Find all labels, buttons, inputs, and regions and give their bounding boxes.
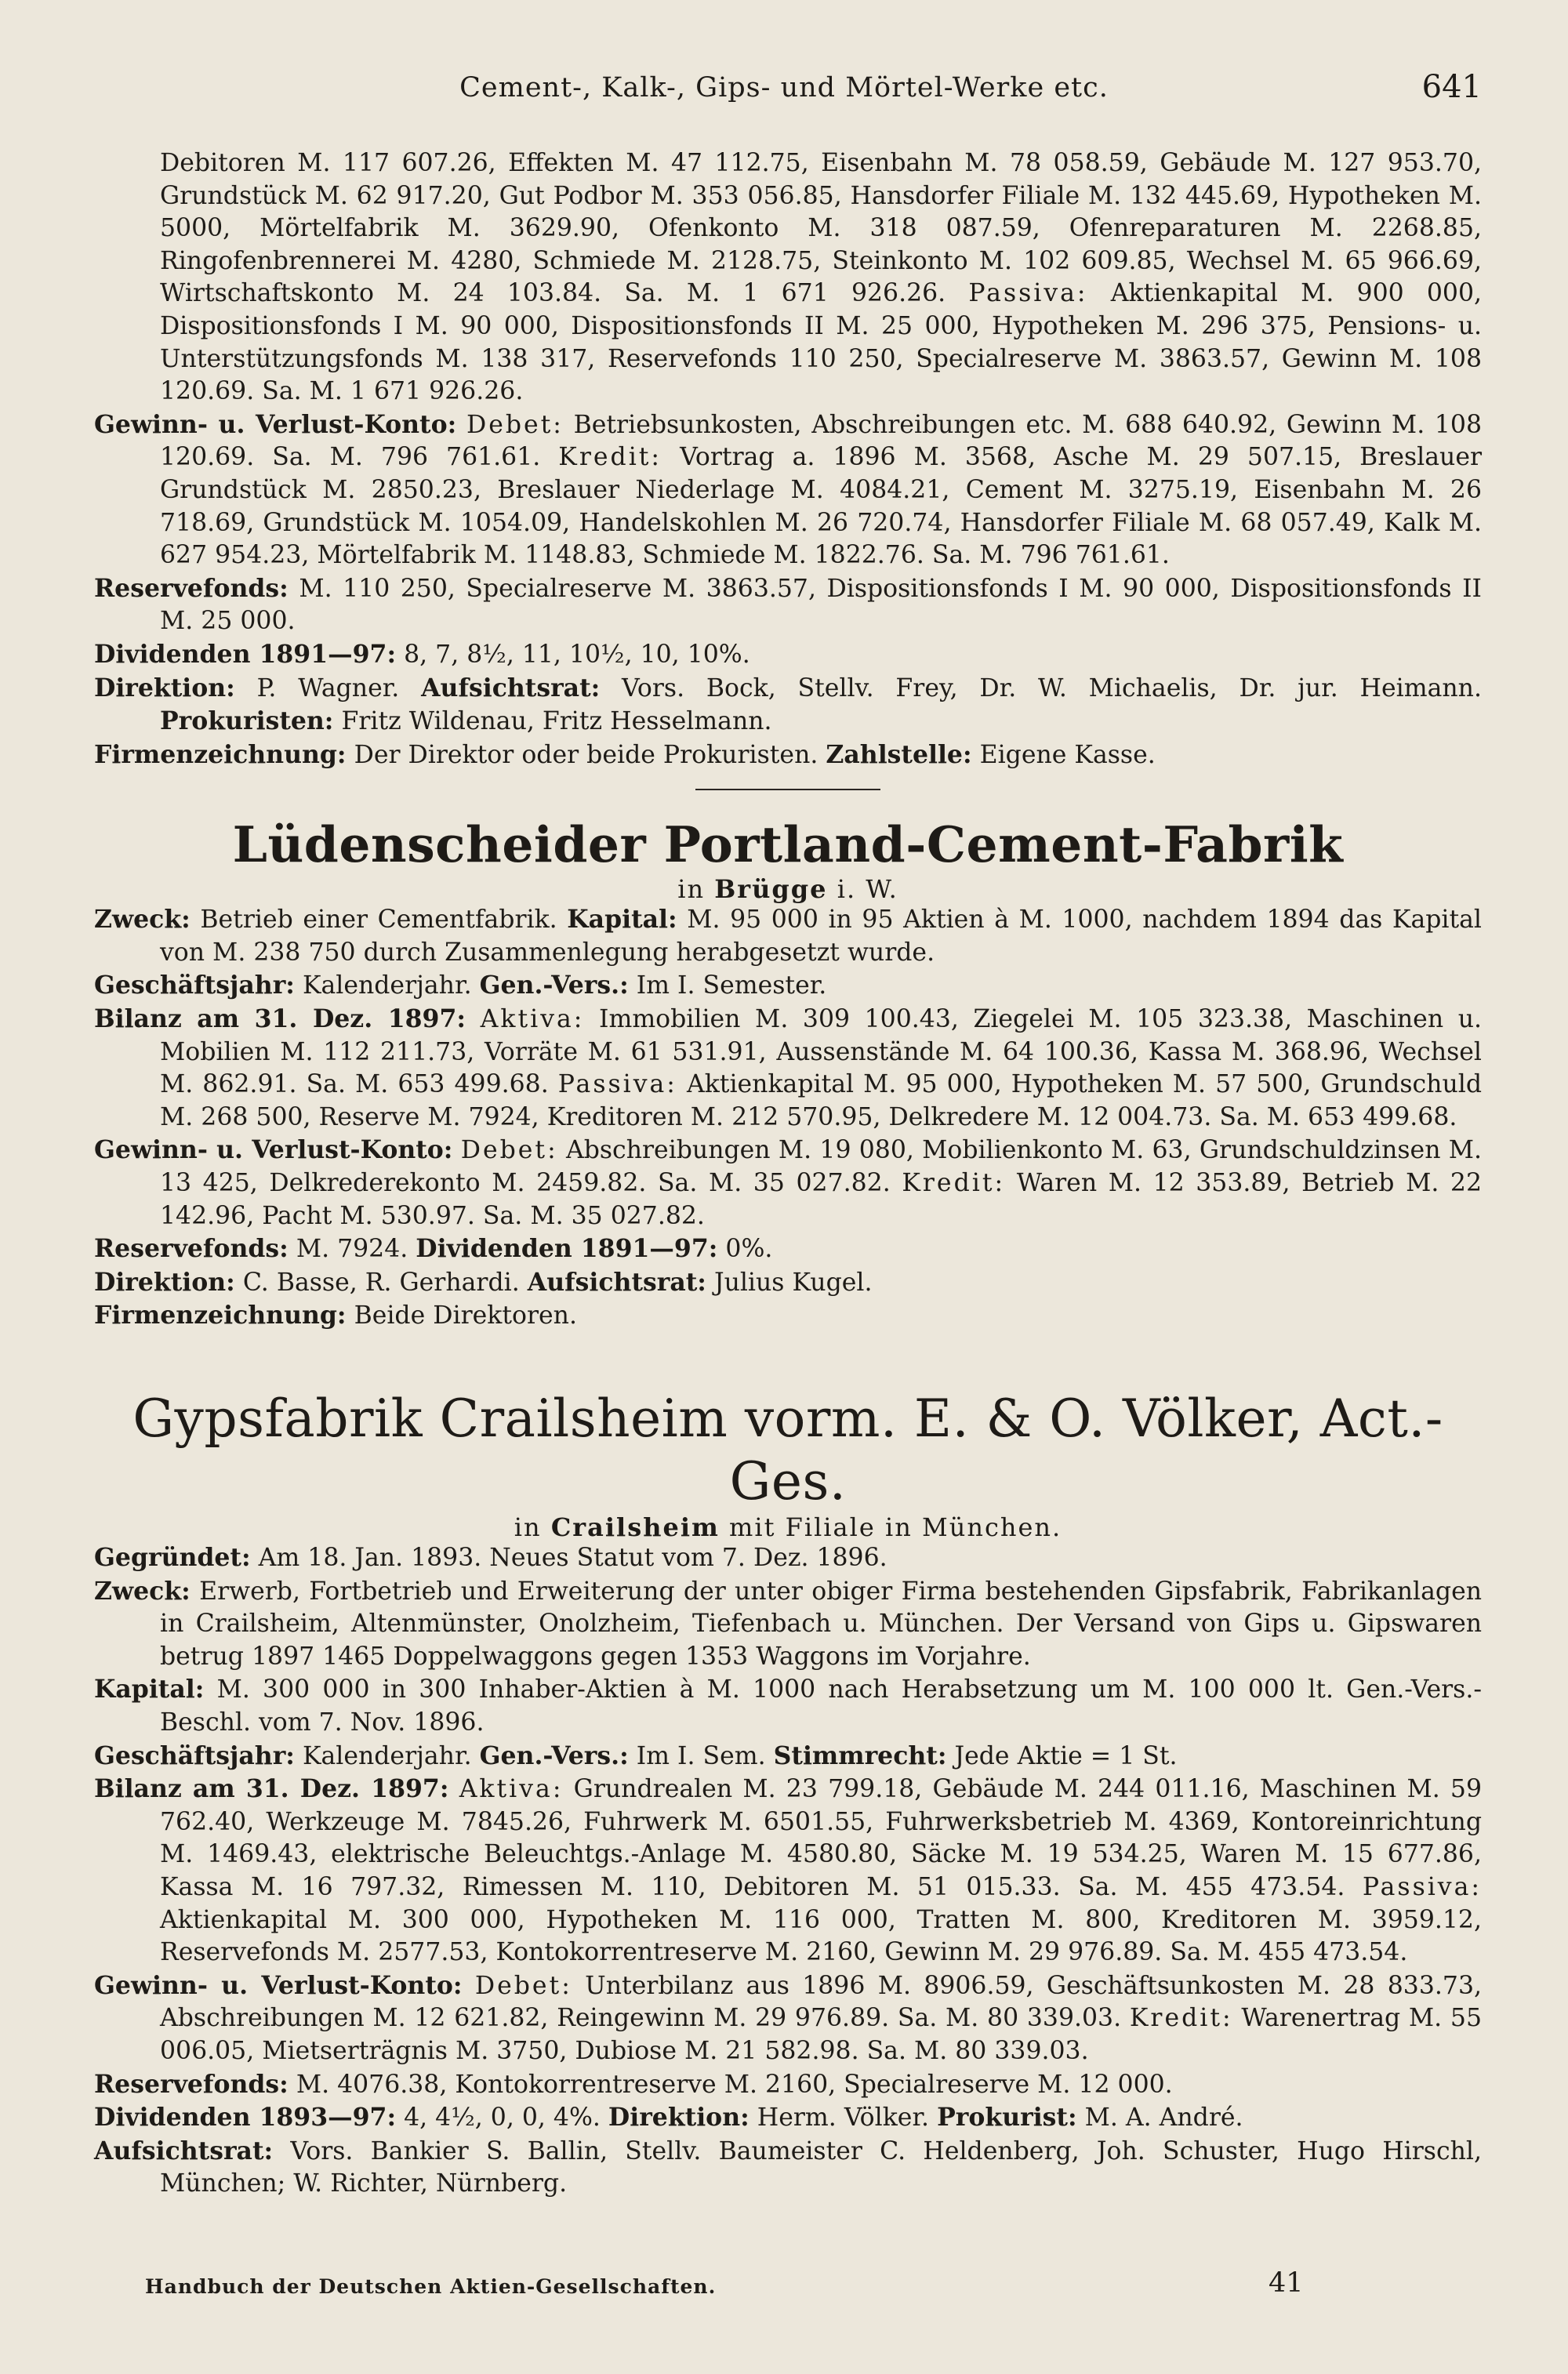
reserve-label: Reservefonds:	[94, 573, 289, 603]
purpose	[94, 903, 1482, 969]
bilanz-label: Bilanz am 31. Dez. 1897:	[94, 1774, 449, 1804]
reserve-text: M. 110 250, Specialreserve M. 3863.57, Dispositionsfonds I M. 90 000, Dispositionsfonds II M. 25 000.	[160, 574, 1482, 636]
dividends-label: Dividenden 1893—97:	[94, 2103, 397, 2133]
company-location	[94, 875, 1482, 903]
gen-vers-text: Im I. Semester.	[636, 971, 827, 1000]
passiva-label: Passiva:	[968, 279, 1088, 308]
direktion-label: Direktion:	[94, 1267, 235, 1297]
dividends	[94, 2101, 1482, 2135]
debet-label: Debet:	[466, 410, 564, 439]
direktion-label: Direktion:	[94, 673, 235, 702]
management	[94, 1266, 1482, 1300]
gen-vers-label: Gen.-Vers.:	[479, 971, 629, 1000]
direktion-text: C. Basse, R. Gerhardi.	[242, 1268, 520, 1297]
dividends	[94, 638, 1482, 672]
aufsichtsrat-label: Aufsichtsrat:	[421, 673, 601, 702]
gen-vers-text: Im I. Sem.	[636, 1741, 766, 1770]
prokurist-label: Prokurist:	[937, 2103, 1077, 2133]
fiscal-year	[94, 969, 1482, 1003]
location-place: Brügge	[714, 874, 828, 905]
capital	[94, 1673, 1482, 1739]
profit-loss-label: Gewinn- u. Verlust-Konto:	[94, 1970, 463, 2000]
firmenzeichnung-label: Firmenzeichnung:	[94, 739, 347, 769]
geschaeftsjahr-label: Geschäftsjahr:	[94, 1741, 295, 1770]
reserve-funds	[94, 572, 1482, 638]
location-region: i. W.	[837, 874, 898, 905]
debet-text: Unterbilanz aus 1896 M. 8906.59, Geschäftsunkosten M. 28 833.73, Abschreibungen M. 12 621.82, Reingewinn M. 29 976.89. Sa. M. 80 339.03.	[160, 1971, 1482, 2033]
gegruendet-text: Am 18. Jan. 1893. Neues Statut vom 7. Dez. 1896.	[258, 1544, 887, 1572]
geschaeftsjahr-text: Kalenderjahr.	[302, 1741, 472, 1770]
reserve-label: Reservefonds:	[94, 1234, 289, 1264]
prokuristen-label: Prokuristen:	[160, 706, 334, 736]
gen-vers-label: Gen.-Vers.:	[479, 1741, 629, 1770]
direktion-label: Direktion:	[608, 2103, 750, 2133]
bilanz-label: Bilanz am 31. Dez. 1897:	[94, 1004, 466, 1034]
passiva-label: Passiva:	[1362, 1872, 1482, 1901]
aufsichtsrat-text: Julius Kugel.	[713, 1268, 873, 1297]
zweck-label: Zweck:	[94, 1576, 191, 1606]
profit-loss-account	[94, 408, 1482, 572]
reserve-label: Reservefonds:	[94, 2069, 289, 2099]
aktiva-continued-text: Debitoren M. 117 607.26, Effekten M. 47 112.75, Eisenbahn M. 78 058.59, Gebäude M. 127 953.70, Grundstück M. 62 917.20, Gut Podbor M. 353 056.85, Hansdorfer Filiale M. 132 445.69, Hypotheken M. 5000, Mörtelfabrik M. 3629.90, Ofenkonto M. 318 087.59, Ofenreparaturen M. 2268.85, Ringofenbrennerei M. 4280, Schmiede M. 2128.75, Steinkonto M. 102 609.85, Wechsel M. 65 966.69, Wirtschaftskonto M. 24 103.84. Sa. M. 1 671 926.26.	[160, 149, 1482, 308]
kredit-label: Kredit:	[902, 1169, 1006, 1198]
kredit-text: Warenertrag M. 55 006.05, Mietserträgnis M. 3750, Dubiose M. 21 582.98. Sa. M. 80 339.03.	[160, 2004, 1482, 2065]
kredit-label: Kredit:	[1129, 2004, 1233, 2033]
balance-sheet	[94, 1003, 1482, 1134]
prokuristen-text: Fritz Wildenau, Fritz Hesselmann.	[341, 707, 772, 736]
gegruendet-label: Gegründet:	[94, 1543, 251, 1572]
profit-loss-account	[94, 1134, 1482, 1232]
supervisory-board	[94, 2135, 1482, 2201]
stimmrecht-label: Stimmrecht:	[773, 1741, 947, 1770]
kapital-text: M. 300 000 in 300 Inhaber-Aktien à M. 1000 nach Herabsetzung um M. 100 000 lt. Gen.-Vers.-Beschl. vom 7. Nov. 1896.	[160, 1675, 1483, 1737]
dividends-label: Dividenden 1891—97:	[416, 1234, 718, 1264]
debet-text: Abschreibungen M. 19 080, Mobilienkonto M. 63, Grundschuldzinsen M. 13 425, Delkrederekonto M. 2459.82. Sa. M. 35 027.82.	[160, 1136, 1483, 1198]
firmenzeichnung-text: Beide Direktoren.	[354, 1301, 577, 1330]
page-header	[0, 66, 1568, 113]
reserve-text: M. 7924.	[296, 1235, 408, 1264]
kredit-label: Kredit:	[558, 443, 662, 472]
aufsichtsrat-text: Vors. Bankier S. Ballin, Stellv. Baumeister C. Heldenberg, Joh. Schuster, Hugo Hirschl, München; W. Richter, Nürnberg.	[160, 2136, 1482, 2198]
aktiva-label: Aktiva:	[459, 1775, 564, 1804]
page-footer	[0, 2266, 1568, 2305]
kapital-label: Kapital:	[567, 905, 677, 935]
kapital-label: Kapital:	[94, 1675, 205, 1704]
zahlstelle-label: Zahlstelle:	[826, 739, 972, 769]
profit-loss-label: Gewinn- u. Verlust-Konto:	[94, 1135, 453, 1165]
aktiva-text: Grundrealen M. 23 799.18, Gebäude M. 244 011.16, Maschinen M. 59 762.40, Werkzeuge M. 7845.26, Fuhrwerk M. 6501.55, Fuhrwerksbetrieb M. 4369, Kontoreinrichtung M. 1469.43, elektrische Beleuchtgs.-Anlage M. 4580.80, Säcke M. 19 534.25, Waren M. 15 677.86, Kassa M. 16 797.32, Rimessen M. 110, Debitoren M. 51 015.33. Sa. M. 455 473.54.	[160, 1775, 1483, 1901]
founded	[94, 1541, 1482, 1575]
aktiva-continued	[94, 147, 1482, 408]
debet-text: Betriebsunkosten, Abschreibungen etc. M. 688 640.92, Gewinn M. 108 120.69. Sa. M. 796 761.61.	[160, 410, 1483, 472]
company-title: Lüdenscheider Portland-Cement-Fabrik	[232, 815, 1344, 874]
continued-entry	[94, 147, 1482, 771]
passiva-text: Aktienkapital M. 300 000, Hypotheken M. 116 000, Tratten M. 800, Kreditoren M. 3959.12, Reservefonds M. 2577.53, Kontokorrentreserve M. 2160, Gewinn M. 29 976.89. Sa. M. 455 473.54.	[160, 1905, 1482, 1967]
kredit-text: Vortrag a. 1896 M. 3568, Asche M. 29 507.15, Breslauer Grundstück M. 2850.23, Breslauer Niederlage M. 4084.21, Cement M. 3275.19, Eisenbahn M. 26 718.69, Grundstück M. 1054.09, Handelskohlen M. 26 720.74, Hansdorfer Filiale M. 68 057.49, Kalk M. 627 954.23, Mörtelfabrik M. 1148.83, Schmiede M. 1822.76. Sa. M. 796 761.61.	[160, 443, 1483, 570]
stimmrecht-text: Jede Aktie = 1 St.	[954, 1741, 1178, 1770]
debet-label: Debet:	[474, 1971, 572, 2000]
debet-label: Debet:	[460, 1136, 558, 1165]
direktion-text: Herm. Völker.	[757, 2104, 930, 2133]
geschaeftsjahr-text: Kalenderjahr.	[302, 971, 472, 1000]
firmenzeichnung-text: Der Direktor oder beide Prokuristen.	[354, 740, 818, 769]
sheet-number: 41	[1269, 2267, 1304, 2299]
section-divider	[695, 789, 880, 790]
location-place: Crailsheim	[550, 1512, 720, 1542]
aktiva-label: Aktiva:	[480, 1005, 585, 1034]
aufsichtsrat-text: Vors. Bock, Stellv. Frey, Dr. W. Michaelis, Dr. jur. Heimann.	[622, 673, 1482, 702]
balance-sheet	[94, 1773, 1482, 1969]
location-rest: mit Filiale in München.	[729, 1512, 1062, 1542]
signature	[94, 739, 1482, 772]
management	[94, 672, 1482, 739]
dividends-label: Dividenden 1891—97:	[94, 639, 397, 669]
company-luedenscheid	[94, 814, 1482, 1333]
company-title: Gypsfabrik Crailsheim vorm. E. & O. Völker, Act.-Ges.	[132, 1388, 1443, 1512]
signature	[94, 1299, 1482, 1333]
aktiva-text: Immobilien M. 309 100.43, Ziegelei M. 105 323.38, Maschinen u. Mobilien M. 112 211.73, Vorräte M. 61 531.91, Aussenstände M. 64 100.36, Kassa M. 368.96, Wechsel M. 862.91. Sa. M. 653 499.68.	[160, 1005, 1483, 1099]
firmenzeichnung-label: Firmenzeichnung:	[94, 1301, 347, 1330]
zweck-text: Betrieb einer Cementfabrik.	[200, 906, 557, 935]
passiva-text: Aktienkapital M. 900 000, Dispositionsfonds I M. 90 000, Dispositionsfonds II M. 25 000, Hypotheken M. 296 375, Pensions- u. Unterstützungsfonds M. 138 317, Reservefonds 110 250, Specialreserve M. 3863.57, Gewinn M. 108 120.69. Sa. M. 1 671 926.26.	[160, 279, 1483, 406]
running-title: Cement-, Kalk-, Gips- und Mörtel-Werke etc.	[459, 72, 1109, 103]
geschaeftsjahr-label: Geschäftsjahr:	[94, 971, 295, 1000]
page-body	[94, 147, 1482, 2201]
profit-loss-account	[94, 1969, 1482, 2068]
profit-loss-label: Gewinn- u. Verlust-Konto:	[94, 409, 457, 439]
dividends-text: 8, 7, 8½, 11, 10½, 10, 10%.	[404, 640, 750, 669]
company-location	[94, 1513, 1482, 1541]
zweck-label: Zweck:	[94, 905, 191, 935]
reserve-funds	[94, 1232, 1482, 1266]
passiva-label: Passiva:	[557, 1070, 677, 1099]
direktion-text: P. Wagner.	[256, 673, 400, 702]
company-crailsheim	[94, 1388, 1482, 2201]
zweck-text: Erwerb, Fortbetrieb und Erweiterung der unter obiger Firma bestehenden Gipsfabrik, Fabrikanlagen in Crailsheim, Altenmünster, Onolzheim, Tiefenbach u. München. Der Versand von Gips u. Gipswaren betrug 1897 1465 Doppelwaggons gegen 1353 Waggons im Vorjahre.	[160, 1577, 1482, 1671]
dividends-text: 4, 4½, 0, 0, 4%.	[404, 2104, 601, 2133]
aufsichtsrat-label: Aufsichtsrat:	[94, 2136, 274, 2165]
purpose	[94, 1575, 1482, 1674]
passiva-text: Aktienkapital M. 95 000, Hypotheken M. 57 500, Grundschuld M. 268 500, Reserve M. 7924, Kreditoren M. 212 570.95, Delkredere M. 12 004.73. Sa. M. 653 499.68.	[160, 1070, 1482, 1131]
book-title: Handbuch der Deutschen Aktien-Gesellschaften.	[145, 2275, 717, 2298]
page-number: 641	[1421, 69, 1482, 105]
kredit-text: Waren M. 12 353.89, Betrieb M. 22 142.96, Pacht M. 530.97. Sa. M. 35 027.82.	[160, 1169, 1483, 1230]
fiscal-year	[94, 1740, 1482, 1773]
aufsichtsrat-label: Aufsichtsrat:	[527, 1267, 706, 1297]
reserve-funds	[94, 2068, 1482, 2102]
location-in: in	[514, 1512, 542, 1542]
dividends-text: 0%.	[725, 1235, 773, 1264]
reserve-text: M. 4076.38, Kontokorrentreserve M. 2160, Specialreserve M. 12 000.	[296, 2070, 1173, 2099]
prokurist-text: M. A. André.	[1084, 2104, 1243, 2133]
kapital-text: M. 95 000 in 95 Aktien à M. 1000, nachdem 1894 das Kapital von M. 238 750 durch Zusammenlegung herabgesetzt wurde.	[160, 906, 1482, 967]
zahlstelle-text: Eigene Kasse.	[979, 740, 1156, 769]
location-in: in	[677, 874, 706, 905]
